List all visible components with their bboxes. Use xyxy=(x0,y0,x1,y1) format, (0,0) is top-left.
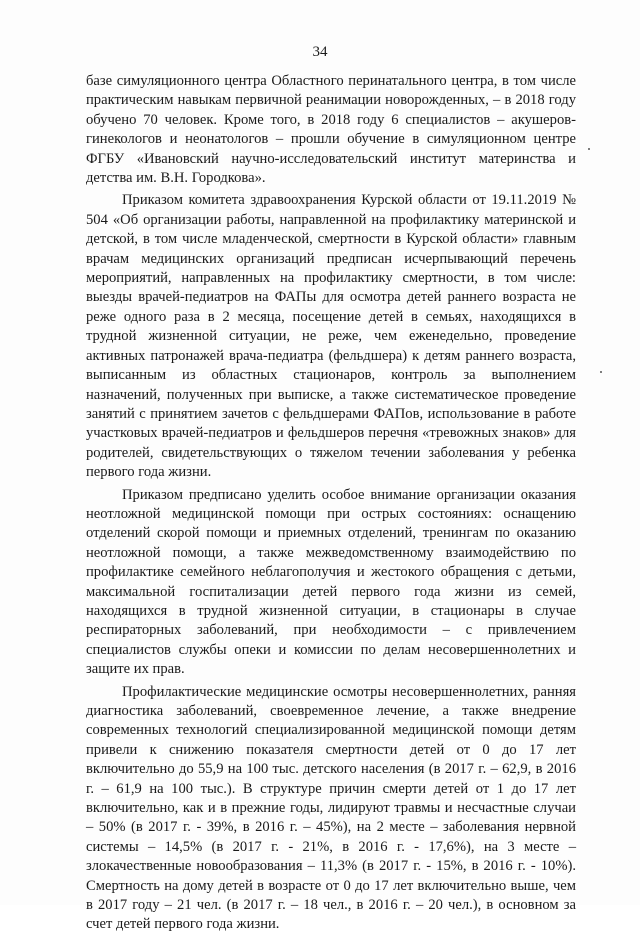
scan-speck xyxy=(600,371,602,373)
paragraph-order-504: Приказом комитета здравоохранения Курской области от 19.11.2019 № 504 «Об организации работы, направленной на профилактику материнской и детской, в том числе младенческой, смертности в Курской области» главным врачам медицинских организаций предписан исчерпывающий перечень мероприятий, направленных на профилактику смертности, в том числе: выезды врачей-педиатров на ФАПы для осмотра детей раннего возраста не реже одного раза в 2 месяца, посещение детей в семьях, находящихся в трудной жизненной ситуации, не реже, чем еженедельно, проведение активных патронажей врача-педиатра (фельдшера) к детям раннего возраста, выписанным из областных стационаров, контроль за выполнением назначений, полученных при выписке, а также систематическое проведение занятий с принятием зачетов с фельдшерами ФАПов, использование в работе участковых врачей-педиатров и фельдшеров перечня «тревожных знаков» для родителей, свидетельствующих о тяжелом течении заболевания у ребенка первого года жизни. xyxy=(86,192,576,481)
page-number: 34 xyxy=(312,44,328,60)
body-text xyxy=(86,72,576,935)
paragraph-child-mortality: Профилактические медицинские осмотры несовершеннолетних, ранняя диагностика заболеваний, своевременное лечение, а также внедрение современных технологий специализированной медицинской помощи детям привели к снижению показателя смертности детей от 0 до 17 лет включительно до 55,9 на 100 тыс. детского населения (в 2017 г. – 62,9, в 2016 г. – 61,9 на 100 тыс.). В структуре причин смерти детей от 1 до 17 лет включительно, как и в прежние годы, лидируют травмы и несчастные случаи – 50% (в 2017 г. - 39%, в 2016 г. – 45%), на 2 месте – заболевания нервной системы – 14,5% (в 2017 г. - 21%, в 2016 г. - 17,6%), на 3 месте – злокачественные новообразования – 11,3% (в 2017 г. - 15%, в 2016 г. - 10%). Смертность на дому детей в возрасте от 0 до 17 лет включительно выше, чем в 2017 году – 21 чел. (в 2017 г. – 18 чел., в 2016 г. – 20 чел.), в основном за счет детей первого года жизни. xyxy=(86,683,576,933)
paragraph-simulation-training: базе симуляционного центра Областного перинатального центра, в том числе практическим навыкам первичной реанимации новорожденных, – в 2018 году обучено 70 человек. Кроме того, в 2018 году 6 специалистов – акушеров-гинекологов и неонатологов – прошли обучение в симуляционном центре ФГБУ «Ивановский научно-исследовательский институт материнства и детства им. В.Н. Городкова». xyxy=(86,73,576,187)
paragraph-emergency-care: Приказом предписано уделить особое внимание организации оказания неотложной медицинской помощи при острых состояниях: оснащению отделений скорой помощи и приемных отделений, тренингам по оказанию неотложной помощи, а также межведомственному взаимодействию по профилактике семейного неблагополучия и жестокого обращения с детьми, максимальной госпитализации детей первого года жизни из семей, находящихся в трудной жизненной ситуации, в стационары в случае респираторных заболеваний, при необходимости – с привлечением специалистов службы опеки и комиссии по делам несовершеннолетних и защите их прав. xyxy=(86,486,576,678)
scan-speck xyxy=(588,148,590,150)
